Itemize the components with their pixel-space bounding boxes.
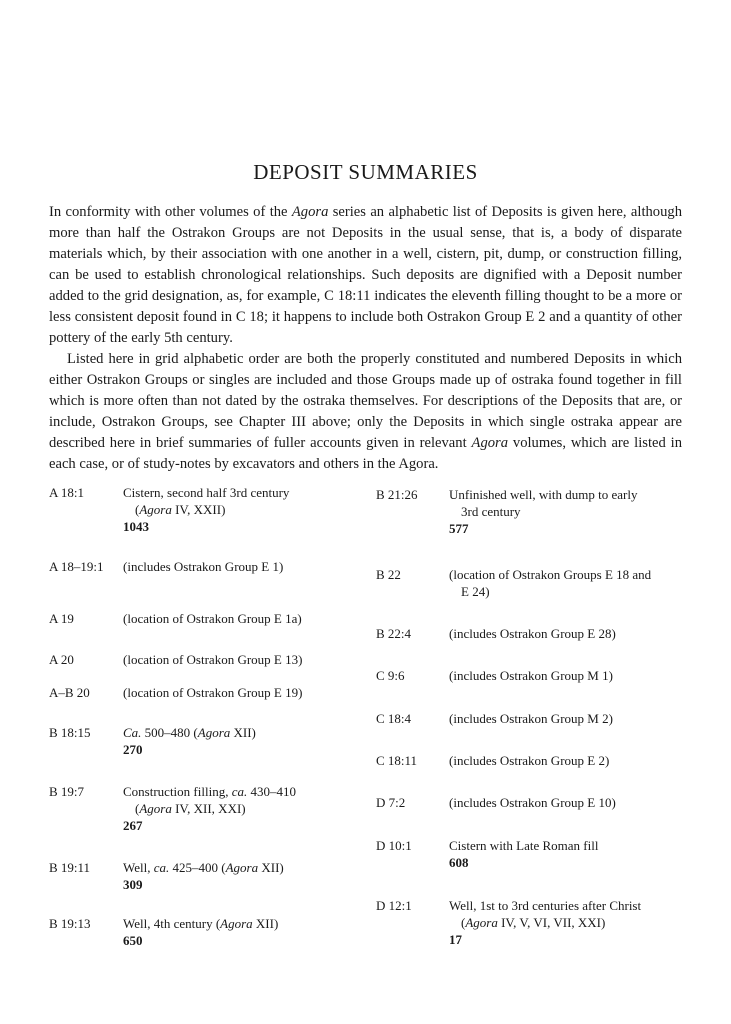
deposit-description: Cistern, second half 3rd century (Agora IV, XXII) 1043 — [123, 484, 358, 535]
deposit-number: 1043 — [123, 519, 149, 534]
deposit-number: 267 — [123, 818, 143, 833]
deposit-description: (includes Ostrakon Group E 2) — [449, 753, 610, 768]
deposit-description: (location of Ostrakon Group E 19) — [123, 685, 303, 700]
deposit-code: B 19:11 — [49, 860, 91, 875]
deposit-description: Cistern with Late Roman fill 608 — [449, 837, 699, 871]
deposit-code: C 9:6 — [376, 668, 405, 683]
deposit-description: Construction filling, ca. 430–410 (Agora IV, XII, XXI) 267 — [123, 783, 358, 834]
deposit-code: B 19:13 — [49, 916, 91, 931]
deposit-code: A 18:1 — [49, 485, 85, 500]
deposit-number: 577 — [449, 521, 469, 536]
deposit-description: Well, 1st to 3rd centuries after Christ (Agora IV, V, VI, VII, XXI) 17 — [449, 897, 699, 948]
deposit-description: Well, 4th century (Agora XII) 650 — [123, 915, 358, 949]
deposit-description: (location of Ostrakon Group E 1a) — [123, 611, 302, 626]
deposit-code: D 12:1 — [376, 898, 412, 913]
deposit-code: B 21:26 — [376, 487, 418, 502]
deposit-description: (includes Ostrakon Group M 1) — [449, 668, 613, 683]
deposit-number: 608 — [449, 855, 469, 870]
deposit-code: A 19 — [49, 611, 74, 626]
deposit-description: (location of Ostrakon Group E 13) — [123, 652, 303, 667]
deposit-code: C 18:11 — [376, 753, 418, 768]
deposit-number: 650 — [123, 933, 143, 948]
deposit-number: 270 — [123, 742, 143, 757]
deposit-code: B 19:7 — [49, 784, 85, 799]
deposit-description: Ca. 500–480 (Agora XII) 270 — [123, 724, 358, 758]
deposit-number: 309 — [123, 877, 143, 892]
deposit-code: A 20 — [49, 652, 74, 667]
deposit-description: Unfinished well, with dump to early 3rd century 577 — [449, 486, 699, 537]
deposit-code: A 18–19:1 — [49, 559, 104, 574]
intro-paragraph-2: Listed here in grid alphabetic order are both the properly constituted and numbered Deposits in which either Ostrakon Groups or singles are included and those Groups made up of ostraka found together in fill which is more often than not dated by the ostraka themselves. For descriptions of the Deposits that are, or include, Ostrakon Groups, see Chapter III above; only the Deposits in which single ostraka appear are described here in brief summaries of fuller accounts given in relevant Agora volumes, which are listed in each case, or of study-notes by excavators and others in the Agora. — [49, 351, 683, 472]
deposit-description: (includes Ostrakon Group E 1) — [123, 559, 284, 574]
page-title: DEPOSIT SUMMARIES — [253, 160, 478, 184]
deposit-description: (includes Ostrakon Group E 10) — [449, 795, 616, 810]
intro-paragraph-1: In conformity with other volumes of the Agora series an alphabetic list of Deposits is given here, although more than half the Ostrakon Groups are not Deposits in the usual sense, that is, a body of disparate materials which, by their association with one another in a well, cistern, pit, dump, or construction filling, can be used to establish chronological relationships. Such deposits are dignified with a Deposit number added to the grid designation, as, for example, C 18:11 indicates the eleventh filling thought to be a more or less consistent deposit found in C 18; it happens to include both Ostrakon Group E 2 and a quantity of other pottery of the early 5th century. — [49, 204, 682, 346]
intro-text — [49, 202, 682, 475]
deposit-description: (includes Ostrakon Group M 2) — [449, 711, 613, 726]
deposit-code: B 18:15 — [49, 725, 91, 740]
deposit-code: D 10:1 — [376, 838, 412, 853]
deposit-code: B 22 — [376, 567, 401, 582]
deposit-code: D 7:2 — [376, 795, 406, 810]
deposit-number: 17 — [449, 932, 462, 947]
deposit-code: A–B 20 — [49, 685, 90, 700]
deposit-description: Well, ca. 425–400 (Agora XII) 309 — [123, 859, 358, 893]
deposit-code: B 22:4 — [376, 626, 412, 641]
deposit-description: (includes Ostrakon Group E 28) — [449, 626, 616, 641]
deposit-description: (location of Ostrakon Groups E 18 and E 24) — [449, 567, 652, 599]
deposit-code: C 18:4 — [376, 711, 412, 726]
